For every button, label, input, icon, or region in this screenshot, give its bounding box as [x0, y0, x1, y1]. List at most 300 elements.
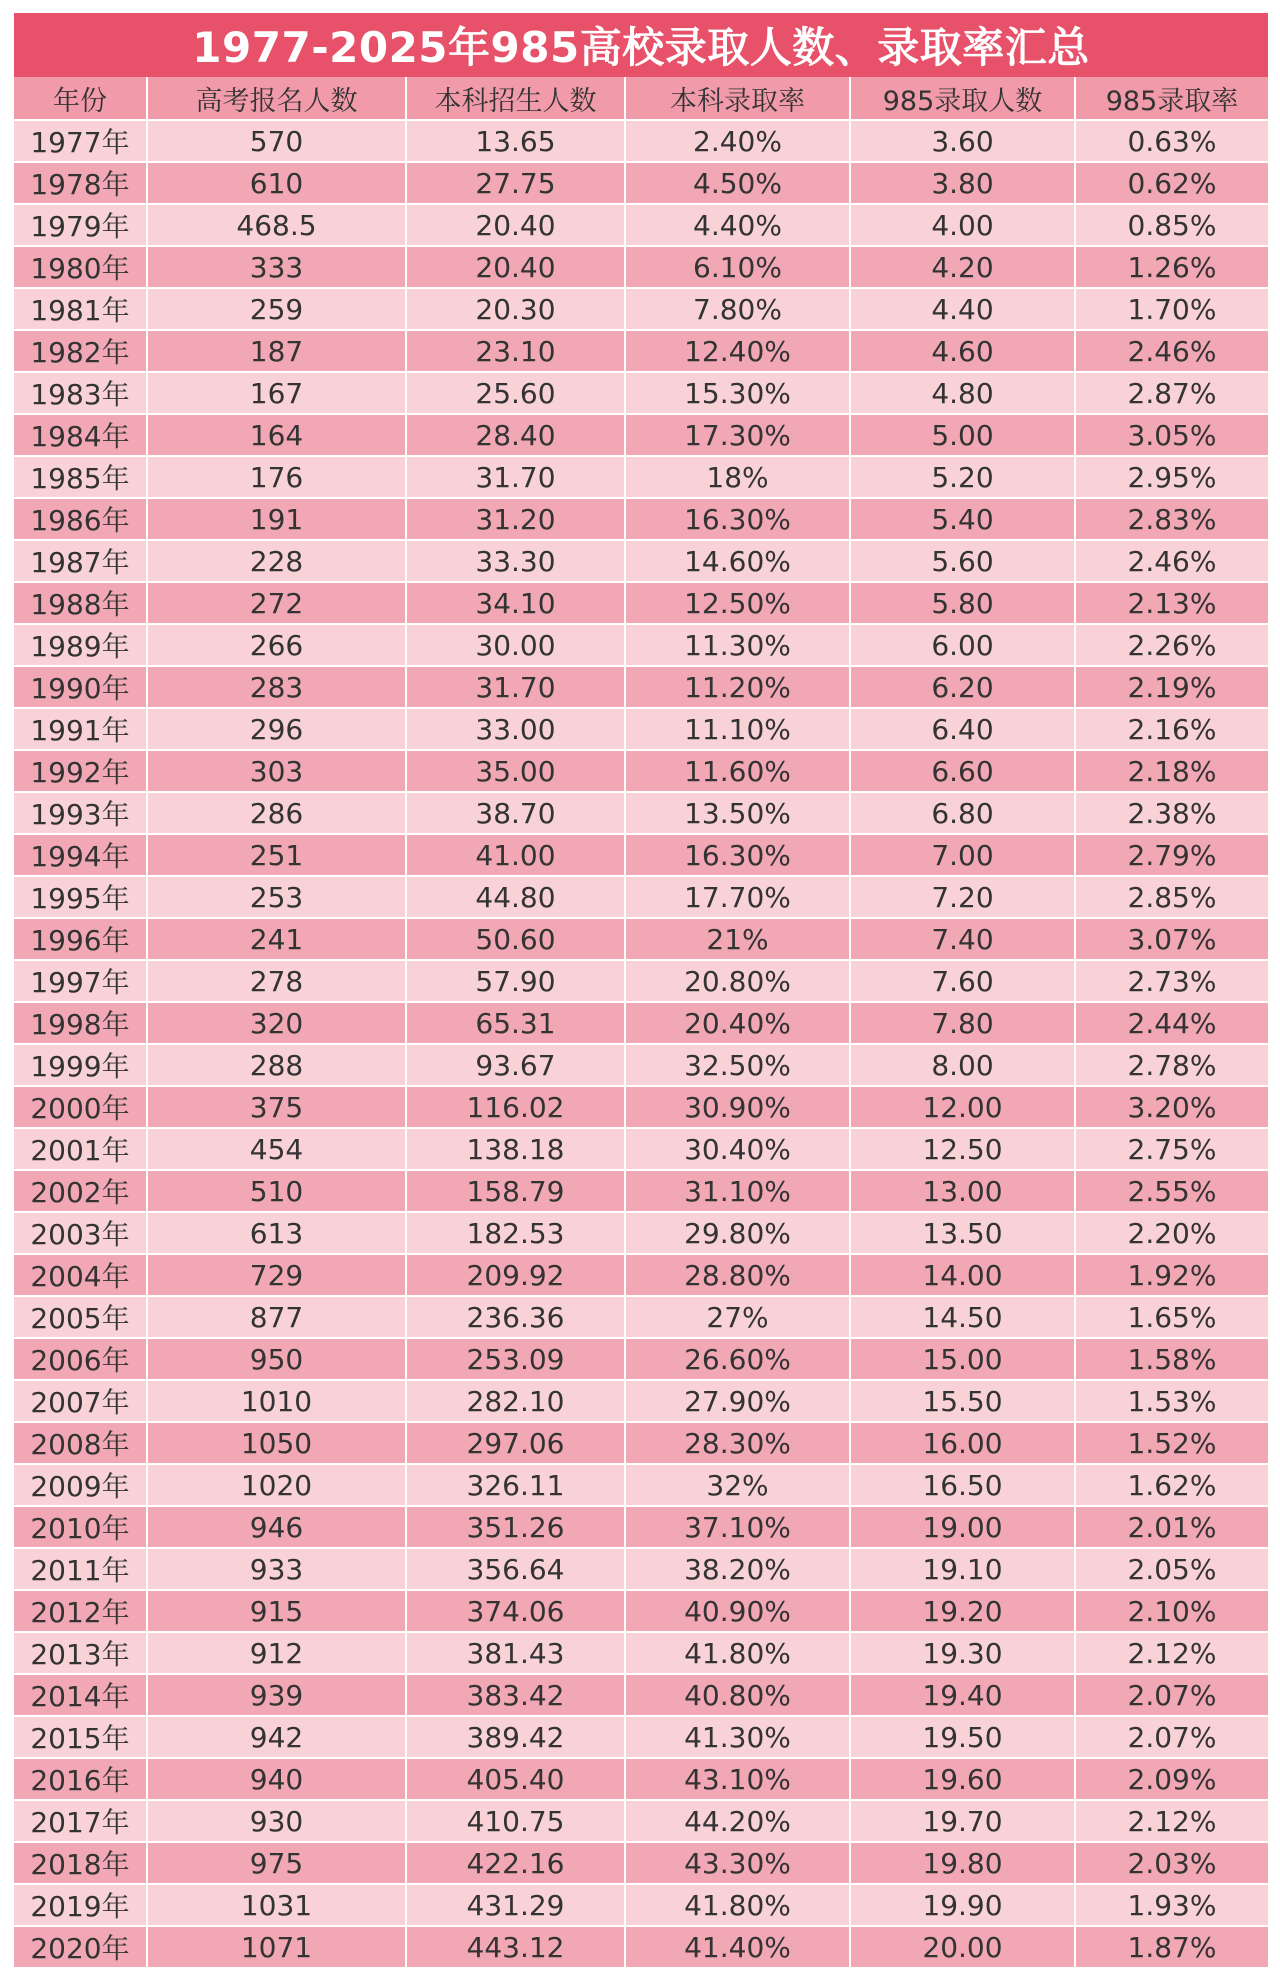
- cell-985-rate: 2.85%: [1127, 880, 1217, 914]
- table-row: [14, 1883, 1268, 1925]
- cell-985-rate: 2.87%: [1127, 376, 1217, 410]
- cell-undergrad-rate: 41.40%: [626, 1927, 851, 1967]
- cell-985-enrollment: 19.20: [851, 1591, 1076, 1631]
- cell-undergrad-rate: 14.60%: [626, 541, 851, 581]
- cell-undergrad-rate: 32.50%: [626, 1045, 851, 1085]
- cell-985-enrollment: 6.80: [851, 793, 1076, 833]
- cell-985-rate: 2.12%: [1127, 1804, 1217, 1838]
- cell-applicants: 266: [148, 625, 407, 665]
- cell-undergrad-enrollment: 38.70: [407, 793, 626, 833]
- cell-year: 2004年: [14, 1255, 148, 1295]
- table-row: [14, 1043, 1268, 1085]
- cell-985-rate: 3.05%: [1127, 418, 1217, 452]
- cell-year: 2000年: [14, 1087, 148, 1127]
- cell-undergrad-rate: 40.80%: [626, 1675, 851, 1715]
- cell-undergrad-rate: 41.80%: [626, 1633, 851, 1673]
- cell-985-enrollment: 15.00: [851, 1339, 1076, 1379]
- admission-table: [14, 13, 1268, 1967]
- cell-applicants: 610: [148, 163, 407, 203]
- cell-applicants: 912: [148, 1633, 407, 1673]
- cell-985-enrollment: 5.00: [851, 415, 1076, 455]
- cell-undergrad-rate: 16.30%: [626, 499, 851, 539]
- table-row: [14, 539, 1268, 581]
- table-row: [14, 1631, 1268, 1673]
- cell-985-rate: 2.03%: [1127, 1846, 1217, 1880]
- cell-undergrad-enrollment: 389.42: [407, 1717, 626, 1757]
- cell-undergrad-enrollment: 253.09: [407, 1339, 626, 1379]
- table-row: [14, 119, 1268, 161]
- table-row: [14, 287, 1268, 329]
- cell-985-rate: 1.70%: [1127, 292, 1217, 326]
- cell-undergrad-rate: 30.40%: [626, 1129, 851, 1169]
- cell-undergrad-rate: 11.10%: [626, 709, 851, 749]
- cell-undergrad-enrollment: 20.40: [407, 205, 626, 245]
- table-row: [14, 413, 1268, 455]
- cell-985-rate: 2.26%: [1127, 628, 1217, 662]
- cell-undergrad-enrollment: 50.60: [407, 919, 626, 959]
- cell-applicants: 946: [148, 1507, 407, 1547]
- cell-undergrad-enrollment: 31.20: [407, 499, 626, 539]
- cell-undergrad-enrollment: 41.00: [407, 835, 626, 875]
- table-row: [14, 1295, 1268, 1337]
- cell-undergrad-rate: 30.90%: [626, 1087, 851, 1127]
- cell-985-enrollment: 6.40: [851, 709, 1076, 749]
- table-row: [14, 875, 1268, 917]
- cell-undergrad-enrollment: 381.43: [407, 1633, 626, 1673]
- cell-applicants: 187: [148, 331, 407, 371]
- cell-year: 2014年: [14, 1675, 148, 1715]
- cell-985-rate: 2.46%: [1127, 544, 1217, 578]
- table-title: 1977-2025年985高校录取人数、录取率汇总: [14, 13, 1268, 77]
- table-row: [14, 1253, 1268, 1295]
- cell-undergrad-rate: 11.20%: [626, 667, 851, 707]
- cell-undergrad-enrollment: 31.70: [407, 667, 626, 707]
- cell-985-rate: 1.93%: [1127, 1888, 1217, 1922]
- cell-undergrad-enrollment: 20.30: [407, 289, 626, 329]
- cell-undergrad-rate: 20.80%: [626, 961, 851, 1001]
- cell-year: 1998年: [14, 1003, 148, 1043]
- column-header-985-rate: 985录取率: [1105, 85, 1239, 117]
- cell-applicants: 942: [148, 1717, 407, 1757]
- cell-year: 2016年: [14, 1759, 148, 1799]
- cell-985-rate: 2.38%: [1127, 796, 1217, 830]
- table-row: [14, 791, 1268, 833]
- cell-985-rate: 2.20%: [1127, 1216, 1217, 1250]
- cell-undergrad-enrollment: 30.00: [407, 625, 626, 665]
- table-row: [14, 833, 1268, 875]
- cell-year: 2008年: [14, 1423, 148, 1463]
- cell-undergrad-enrollment: 158.79: [407, 1171, 626, 1211]
- cell-applicants: 241: [148, 919, 407, 959]
- cell-985-rate: 2.73%: [1127, 964, 1217, 998]
- cell-undergrad-rate: 17.30%: [626, 415, 851, 455]
- cell-undergrad-rate: 27%: [626, 1297, 851, 1337]
- table-row: [14, 1463, 1268, 1505]
- table-row: [14, 1211, 1268, 1253]
- table-row: [14, 1925, 1268, 1967]
- cell-year: 1979年: [14, 205, 148, 245]
- column-header-undergrad-enrollment: 本科招生人数: [407, 77, 626, 119]
- cell-undergrad-enrollment: 25.60: [407, 373, 626, 413]
- cell-applicants: 259: [148, 289, 407, 329]
- cell-985-enrollment: 5.20: [851, 457, 1076, 497]
- cell-985-rate: 1.87%: [1127, 1930, 1217, 1964]
- cell-applicants: 288: [148, 1045, 407, 1085]
- cell-undergrad-rate: 41.30%: [626, 1717, 851, 1757]
- cell-985-rate: 2.79%: [1127, 838, 1217, 872]
- cell-undergrad-rate: 2.40%: [626, 121, 851, 161]
- cell-undergrad-rate: 13.50%: [626, 793, 851, 833]
- cell-applicants: 251: [148, 835, 407, 875]
- table-row: [14, 497, 1268, 539]
- cell-applicants: 253: [148, 877, 407, 917]
- cell-undergrad-rate: 38.20%: [626, 1549, 851, 1589]
- cell-985-enrollment: 5.80: [851, 583, 1076, 623]
- cell-undergrad-rate: 4.50%: [626, 163, 851, 203]
- cell-undergrad-rate: 28.80%: [626, 1255, 851, 1295]
- cell-985-enrollment: 19.30: [851, 1633, 1076, 1673]
- cell-undergrad-rate: 17.70%: [626, 877, 851, 917]
- cell-undergrad-enrollment: 33.00: [407, 709, 626, 749]
- cell-year: 2009年: [14, 1465, 148, 1505]
- cell-year: 2013年: [14, 1633, 148, 1673]
- cell-985-enrollment: 12.50: [851, 1129, 1076, 1169]
- cell-applicants: 278: [148, 961, 407, 1001]
- cell-985-enrollment: 7.80: [851, 1003, 1076, 1043]
- cell-year: 1989年: [14, 625, 148, 665]
- cell-985-rate: 2.95%: [1127, 460, 1217, 494]
- cell-year: 1999年: [14, 1045, 148, 1085]
- cell-985-rate: 3.07%: [1127, 922, 1217, 956]
- cell-undergrad-rate: 4.40%: [626, 205, 851, 245]
- cell-985-rate: 2.44%: [1127, 1006, 1217, 1040]
- cell-985-rate: 3.20%: [1127, 1090, 1217, 1124]
- cell-985-rate: 2.07%: [1127, 1678, 1217, 1712]
- cell-985-enrollment: 5.40: [851, 499, 1076, 539]
- cell-year: 2012年: [14, 1591, 148, 1631]
- table-row: [14, 1169, 1268, 1211]
- cell-985-rate: 1.26%: [1127, 250, 1217, 284]
- cell-applicants: 303: [148, 751, 407, 791]
- cell-undergrad-rate: 31.10%: [626, 1171, 851, 1211]
- cell-985-enrollment: 6.60: [851, 751, 1076, 791]
- cell-year: 2017年: [14, 1801, 148, 1841]
- cell-year: 1995年: [14, 877, 148, 917]
- table-row: [14, 707, 1268, 749]
- cell-undergrad-rate: 37.10%: [626, 1507, 851, 1547]
- cell-985-rate: 2.46%: [1127, 334, 1217, 368]
- cell-year: 2002年: [14, 1171, 148, 1211]
- cell-undergrad-enrollment: 13.65: [407, 121, 626, 161]
- cell-year: 1988年: [14, 583, 148, 623]
- cell-undergrad-rate: 21%: [626, 919, 851, 959]
- cell-undergrad-rate: 32%: [626, 1465, 851, 1505]
- cell-year: 1994年: [14, 835, 148, 875]
- cell-applicants: 915: [148, 1591, 407, 1631]
- cell-applicants: 1071: [148, 1927, 407, 1967]
- cell-985-enrollment: 3.60: [851, 121, 1076, 161]
- cell-applicants: 1031: [148, 1885, 407, 1925]
- cell-985-rate: 2.07%: [1127, 1720, 1217, 1754]
- cell-undergrad-enrollment: 297.06: [407, 1423, 626, 1463]
- cell-year: 2019年: [14, 1885, 148, 1925]
- cell-undergrad-rate: 12.40%: [626, 331, 851, 371]
- cell-undergrad-rate: 12.50%: [626, 583, 851, 623]
- cell-undergrad-enrollment: 65.31: [407, 1003, 626, 1043]
- cell-undergrad-enrollment: 93.67: [407, 1045, 626, 1085]
- cell-applicants: 940: [148, 1759, 407, 1799]
- cell-985-rate: 2.18%: [1127, 754, 1217, 788]
- column-header-applicants: 高考报名人数: [148, 77, 407, 119]
- cell-year: 1993年: [14, 793, 148, 833]
- cell-undergrad-rate: 40.90%: [626, 1591, 851, 1631]
- table-row: [14, 203, 1268, 245]
- cell-applicants: 454: [148, 1129, 407, 1169]
- cell-year: 2011年: [14, 1549, 148, 1589]
- table-row: [14, 455, 1268, 497]
- cell-year: 1991年: [14, 709, 148, 749]
- cell-985-enrollment: 7.40: [851, 919, 1076, 959]
- cell-undergrad-rate: 16.30%: [626, 835, 851, 875]
- cell-undergrad-rate: 20.40%: [626, 1003, 851, 1043]
- table-row: [14, 1589, 1268, 1631]
- cell-undergrad-rate: 28.30%: [626, 1423, 851, 1463]
- cell-undergrad-enrollment: 57.90: [407, 961, 626, 1001]
- table-row: [14, 1673, 1268, 1715]
- cell-year: 1983年: [14, 373, 148, 413]
- cell-985-enrollment: 4.80: [851, 373, 1076, 413]
- table-row: [14, 1547, 1268, 1589]
- cell-undergrad-enrollment: 443.12: [407, 1927, 626, 1967]
- cell-985-enrollment: 14.00: [851, 1255, 1076, 1295]
- cell-985-enrollment: 19.40: [851, 1675, 1076, 1715]
- cell-985-enrollment: 16.00: [851, 1423, 1076, 1463]
- cell-year: 1981年: [14, 289, 148, 329]
- cell-undergrad-rate: 43.10%: [626, 1759, 851, 1799]
- table-row: [14, 1505, 1268, 1547]
- cell-985-rate: 1.62%: [1127, 1468, 1217, 1502]
- cell-applicants: 333: [148, 247, 407, 287]
- cell-985-enrollment: 7.00: [851, 835, 1076, 875]
- cell-undergrad-rate: 26.60%: [626, 1339, 851, 1379]
- cell-985-enrollment: 4.60: [851, 331, 1076, 371]
- cell-applicants: 1020: [148, 1465, 407, 1505]
- cell-985-enrollment: 7.20: [851, 877, 1076, 917]
- cell-undergrad-rate: 27.90%: [626, 1381, 851, 1421]
- table-row: [14, 1337, 1268, 1379]
- cell-985-rate: 0.85%: [1127, 208, 1217, 242]
- table-row: [14, 665, 1268, 707]
- cell-985-rate: 0.62%: [1127, 166, 1217, 200]
- cell-985-rate: 2.75%: [1127, 1132, 1217, 1166]
- cell-985-enrollment: 20.00: [851, 1927, 1076, 1967]
- cell-985-enrollment: 16.50: [851, 1465, 1076, 1505]
- cell-year: 1985年: [14, 457, 148, 497]
- cell-985-enrollment: 19.50: [851, 1717, 1076, 1757]
- cell-985-rate: 2.16%: [1127, 712, 1217, 746]
- table-row: [14, 1085, 1268, 1127]
- column-header-985-enrollment: 985录取人数: [851, 77, 1076, 119]
- cell-985-rate: 2.83%: [1127, 502, 1217, 536]
- cell-985-rate: 1.53%: [1127, 1384, 1217, 1418]
- cell-year: 1997年: [14, 961, 148, 1001]
- cell-undergrad-enrollment: 356.64: [407, 1549, 626, 1589]
- cell-undergrad-enrollment: 326.11: [407, 1465, 626, 1505]
- cell-applicants: 1010: [148, 1381, 407, 1421]
- cell-985-enrollment: 13.50: [851, 1213, 1076, 1253]
- cell-985-rate: 2.09%: [1127, 1762, 1217, 1796]
- cell-undergrad-rate: 11.30%: [626, 625, 851, 665]
- cell-applicants: 296: [148, 709, 407, 749]
- cell-985-enrollment: 19.80: [851, 1843, 1076, 1883]
- cell-985-rate: 2.19%: [1127, 670, 1217, 704]
- cell-applicants: 228: [148, 541, 407, 581]
- table-row: [14, 581, 1268, 623]
- cell-985-enrollment: 5.60: [851, 541, 1076, 581]
- cell-undergrad-enrollment: 28.40: [407, 415, 626, 455]
- cell-applicants: 375: [148, 1087, 407, 1127]
- cell-985-rate: 1.52%: [1127, 1426, 1217, 1460]
- table-row: [14, 1127, 1268, 1169]
- cell-985-enrollment: 6.00: [851, 625, 1076, 665]
- cell-year: 1990年: [14, 667, 148, 707]
- cell-undergrad-enrollment: 27.75: [407, 163, 626, 203]
- cell-985-rate: 2.01%: [1127, 1510, 1217, 1544]
- cell-undergrad-rate: 41.80%: [626, 1885, 851, 1925]
- cell-applicants: 164: [148, 415, 407, 455]
- cell-year: 2005年: [14, 1297, 148, 1337]
- cell-undergrad-rate: 15.30%: [626, 373, 851, 413]
- cell-985-rate: 2.05%: [1127, 1552, 1217, 1586]
- cell-985-enrollment: 19.60: [851, 1759, 1076, 1799]
- cell-985-enrollment: 19.10: [851, 1549, 1076, 1589]
- cell-applicants: 930: [148, 1801, 407, 1841]
- cell-undergrad-enrollment: 410.75: [407, 1801, 626, 1841]
- cell-985-enrollment: 19.70: [851, 1801, 1076, 1841]
- cell-undergrad-enrollment: 351.26: [407, 1507, 626, 1547]
- cell-applicants: 191: [148, 499, 407, 539]
- cell-undergrad-enrollment: 35.00: [407, 751, 626, 791]
- table-row: [14, 917, 1268, 959]
- table-row: [14, 371, 1268, 413]
- table-row: [14, 1001, 1268, 1043]
- table-row: [14, 959, 1268, 1001]
- cell-year: 2015年: [14, 1717, 148, 1757]
- cell-undergrad-enrollment: 405.40: [407, 1759, 626, 1799]
- cell-applicants: 272: [148, 583, 407, 623]
- table-row: [14, 245, 1268, 287]
- cell-undergrad-rate: 44.20%: [626, 1801, 851, 1841]
- cell-undergrad-enrollment: 44.80: [407, 877, 626, 917]
- cell-undergrad-enrollment: 138.18: [407, 1129, 626, 1169]
- cell-985-rate: 1.58%: [1127, 1342, 1217, 1376]
- cell-applicants: 939: [148, 1675, 407, 1715]
- cell-985-enrollment: 13.00: [851, 1171, 1076, 1211]
- cell-undergrad-enrollment: 383.42: [407, 1675, 626, 1715]
- cell-applicants: 320: [148, 1003, 407, 1043]
- cell-985-rate: 1.65%: [1127, 1300, 1217, 1334]
- cell-applicants: 510: [148, 1171, 407, 1211]
- cell-985-rate: 0.63%: [1127, 124, 1217, 158]
- table-row: [14, 1715, 1268, 1757]
- cell-applicants: 950: [148, 1339, 407, 1379]
- cell-undergrad-enrollment: 34.10: [407, 583, 626, 623]
- cell-undergrad-enrollment: 282.10: [407, 1381, 626, 1421]
- cell-applicants: 1050: [148, 1423, 407, 1463]
- cell-undergrad-enrollment: 23.10: [407, 331, 626, 371]
- cell-undergrad-rate: 11.60%: [626, 751, 851, 791]
- cell-applicants: 167: [148, 373, 407, 413]
- table-row: [14, 329, 1268, 371]
- cell-year: 1982年: [14, 331, 148, 371]
- cell-year: 2001年: [14, 1129, 148, 1169]
- cell-undergrad-enrollment: 20.40: [407, 247, 626, 287]
- cell-undergrad-rate: 18%: [626, 457, 851, 497]
- cell-year: 1992年: [14, 751, 148, 791]
- table-row: [14, 1421, 1268, 1463]
- cell-undergrad-rate: 6.10%: [626, 247, 851, 287]
- cell-985-enrollment: 4.00: [851, 205, 1076, 245]
- cell-undergrad-rate: 29.80%: [626, 1213, 851, 1253]
- table-row: [14, 1757, 1268, 1799]
- cell-applicants: 613: [148, 1213, 407, 1253]
- cell-undergrad-enrollment: 422.16: [407, 1843, 626, 1883]
- cell-year: 1980年: [14, 247, 148, 287]
- table-body: [14, 119, 1268, 1967]
- cell-year: 1987年: [14, 541, 148, 581]
- cell-985-rate: 2.13%: [1127, 586, 1217, 620]
- cell-985-enrollment: 19.00: [851, 1507, 1076, 1547]
- cell-applicants: 729: [148, 1255, 407, 1295]
- cell-985-rate: 2.55%: [1127, 1174, 1217, 1208]
- cell-applicants: 283: [148, 667, 407, 707]
- cell-year: 2010年: [14, 1507, 148, 1547]
- cell-undergrad-enrollment: 31.70: [407, 457, 626, 497]
- cell-985-enrollment: 15.50: [851, 1381, 1076, 1421]
- cell-undergrad-enrollment: 116.02: [407, 1087, 626, 1127]
- cell-985-enrollment: 7.60: [851, 961, 1076, 1001]
- cell-undergrad-enrollment: 431.29: [407, 1885, 626, 1925]
- cell-undergrad-enrollment: 33.30: [407, 541, 626, 581]
- cell-year: 2007年: [14, 1381, 148, 1421]
- cell-985-rate: 2.78%: [1127, 1048, 1217, 1082]
- cell-applicants: 975: [148, 1843, 407, 1883]
- table-row: [14, 749, 1268, 791]
- cell-985-enrollment: 4.20: [851, 247, 1076, 287]
- cell-applicants: 570: [148, 121, 407, 161]
- cell-applicants: 176: [148, 457, 407, 497]
- cell-985-enrollment: 3.80: [851, 163, 1076, 203]
- cell-year: 1984年: [14, 415, 148, 455]
- table-row: [14, 1841, 1268, 1883]
- cell-985-enrollment: 4.40: [851, 289, 1076, 329]
- cell-year: 2003年: [14, 1213, 148, 1253]
- cell-year: 1986年: [14, 499, 148, 539]
- cell-year: 2006年: [14, 1339, 148, 1379]
- table-row: [14, 1799, 1268, 1841]
- column-header-undergrad-rate: 本科录取率: [626, 77, 851, 119]
- cell-year: 1977年: [14, 121, 148, 161]
- cell-year: 1978年: [14, 163, 148, 203]
- cell-undergrad-rate: 7.80%: [626, 289, 851, 329]
- column-header-year: 年份: [14, 77, 148, 119]
- cell-985-enrollment: 12.00: [851, 1087, 1076, 1127]
- cell-undergrad-enrollment: 374.06: [407, 1591, 626, 1631]
- cell-year: 2020年: [14, 1927, 148, 1967]
- cell-undergrad-enrollment: 236.36: [407, 1297, 626, 1337]
- table-row: [14, 161, 1268, 203]
- cell-985-rate: 1.92%: [1127, 1258, 1217, 1292]
